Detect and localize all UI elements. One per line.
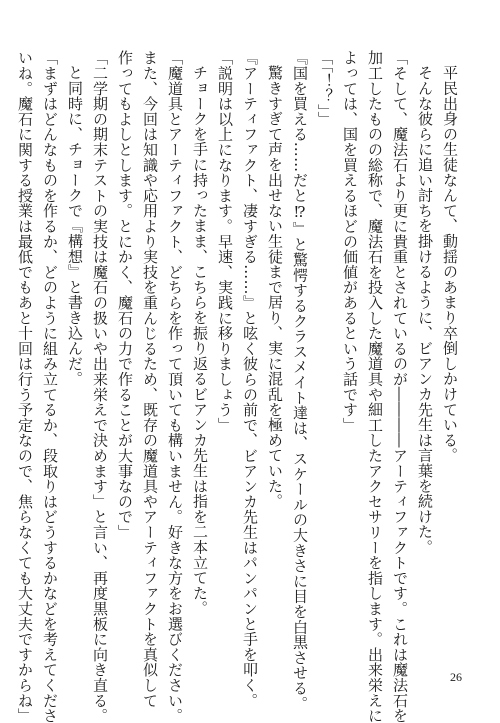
text-line-12: 「魔道具とアーティファクト、どちらを作って頂いても構いません。好きな方をお選びください。 <box>166 50 184 723</box>
text-line-5: よっては、国を買えるほどの価値があるという話です」 <box>341 50 359 433</box>
text-line-14: 作ってもよしとします。とにかく、魔石の力で作ることが大事なので」 <box>116 50 134 540</box>
text-line-7: 『国を買える……だと⁉』と驚愕するクラスメイト達は、スケールの大きさに目を白黒させる。 <box>291 50 309 711</box>
text-line-2: そんな彼らに追い討ちを掛けるように、ビアンカ先生は言葉を続けた。 <box>416 65 434 555</box>
text-line-18: いね。魔石に関する授業は最低でもあと十回は行う予定なので、焦らなくても大丈夫ですからね」 <box>16 50 34 723</box>
text-line-17: 「まずはどんなものを作るか、どのように組み立てるか、段取りはどうするかなどを考えてくださ <box>41 50 59 723</box>
text-line-13: また、今回は知識や応用より実技を重んじるため、既存の魔道具やアーティファクトを真似して <box>141 50 159 708</box>
text-line-6: 「「！？」」 <box>316 50 334 127</box>
text-line-10: 「説明は以上になります。早速、実践に移りましょう」 <box>216 50 234 433</box>
text-line-1: 平民出身の生徒なんて、動揺のあまり卒倒しかけている。 <box>441 65 459 463</box>
text-line-3: 「そして、魔法石より更に貴重とされているのが――――アーティファクトです。これは魔法石を <box>391 50 409 723</box>
page-number: 26 <box>450 670 462 684</box>
text-line-8: 驚きすぎて声を出せない生徒まで居り、実に混乱を極めていた。 <box>266 65 284 509</box>
text-line-9: 『アーティファクト、凄すぎる……』と呟く彼らの前で、ビアンカ先生はパンパンと手を叩く。 <box>241 50 259 708</box>
text-line-16: と同時に、チョークで『構想』と書き込んだ。 <box>66 65 84 387</box>
text-line-15: 「二学期の期末テストの実技は魔石の扱いや出来栄えで決めます」と言い、再度黒板に向き直る。 <box>91 50 109 723</box>
text-line-11: チョークを手に持ったまま、こちらを振り返るビアンカ先生は指を二本立てた。 <box>191 65 209 616</box>
text-line-4: 加工したものの総称で、魔法石を投入した魔道具や細工したアクセサリーを指します。出来栄えに <box>366 50 384 723</box>
